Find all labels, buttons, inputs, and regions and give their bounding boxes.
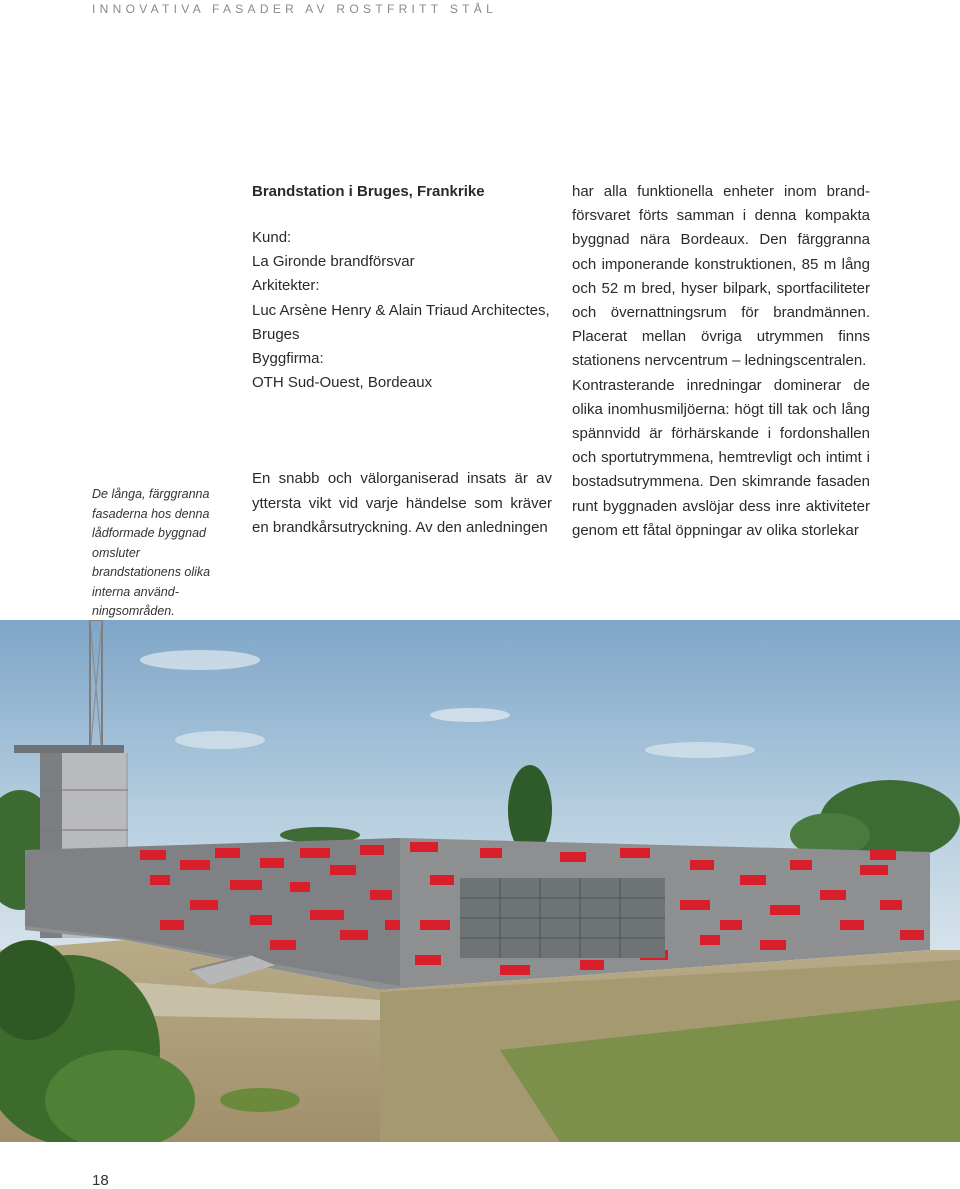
body-paragraph-intro: En snabb och välorganiserad insats är av yttersta vikt vid varje händelse som kräver en brandkårsutryckning. Av den anledningen [252,470,552,536]
client-value: La Gironde brandförsvar [252,253,415,271]
running-header: INNOVATIVA FASADER AV ROSTFRITT STÅL [92,2,498,16]
architect-value: Luc Arsène Henry & Alain Triaud Architectes, Bruges [252,301,550,343]
builder-label: Byggfirma: [252,350,324,368]
project-title: Brandstation i Bruges, Frankrike [252,183,485,200]
body-paragraph-contrast: Kontrasterande inredningar dominerar de olika inomhusmiljöerna: högt till tak och lång spännvidd är förhärskande i fordonshallen och sportutrymmena, hemtrevligt och intimt i bostadsutrymmena. Den skimrande fasaden runt byggnaden avslöjar dess inre aktiviteter genom ett fåtal öppningar av olika storlekar [572,376,870,539]
page-number: 18 [92,1172,109,1189]
photo-caption: De långa, färggranna fasaderna hos denna lådformade byggnad omsluter brandstationens olika interna användningsområden. [92,487,211,618]
project-meta [252,226,552,395]
right-column [572,180,870,543]
builder-value: OTH Sud-Ouest, Bordeaux [252,374,433,392]
middle-column [252,180,552,540]
fire-station-photo [0,620,960,1142]
architect-label: Arkitekter: [252,277,320,295]
body-paragraph-continue: har alla funktionella enheter inom brandförsvaret förts samman i denna kompakta byggnad nära Bordeaux. Den färggranna och imponerande konstruktionen, 85 m lång och 52 m bred, hyser bilpark, sportfaciliteter och övernattningsrum för brandmännen. Placerat mellan övriga utrymmen finns stationens nervcentrum – ledningscentralen. [572,183,870,370]
client-label: Kund: [252,229,292,246]
